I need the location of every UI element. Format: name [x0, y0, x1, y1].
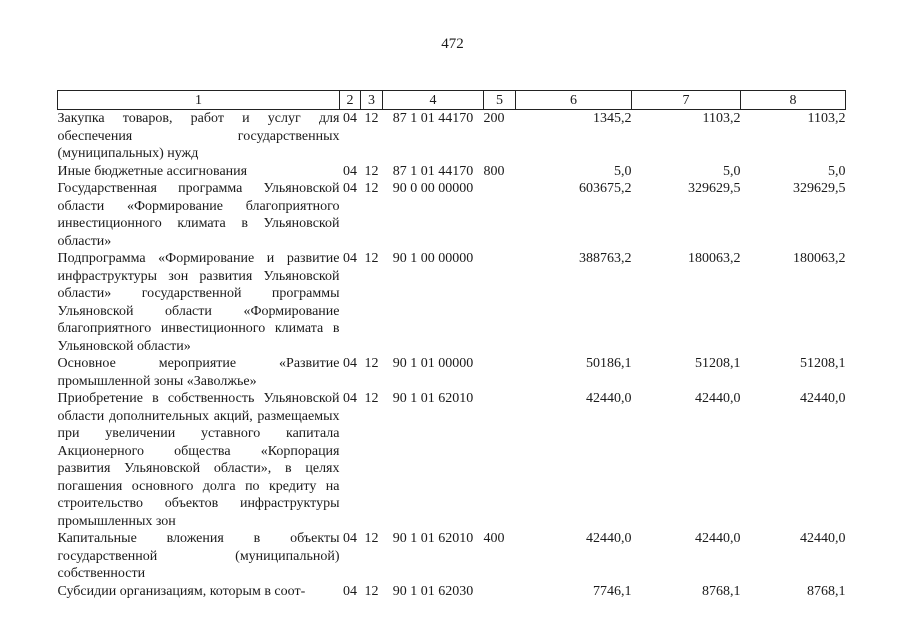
amount-col7-cell: 51208,1	[695, 356, 741, 371]
subsection-code-cell: 12	[364, 356, 379, 371]
table-row	[58, 530, 846, 583]
header-cell: 7	[632, 91, 741, 110]
amount-col7-cell: 329629,5	[688, 181, 741, 196]
target-article-cell: 90 1 01 62030	[392, 583, 474, 599]
amount-col7-cell: 180063,2	[688, 251, 741, 266]
expense-type-cell	[484, 180, 516, 250]
header-cell: 8	[741, 91, 846, 110]
row-name-cell: Закупка товаров, работ и услуг для обеспечения государственных (муниципальных) нужд	[57, 111, 340, 161]
header-cell: 6	[516, 91, 632, 110]
amount-col6-cell: 1345,2	[593, 111, 632, 126]
section-code-cell: 04	[343, 163, 357, 179]
amount-col8-cell: 180063,2	[793, 251, 846, 266]
amount-col8-cell: 5,0	[828, 163, 846, 179]
subsection-code-cell: 12	[364, 111, 379, 126]
subsection-code-cell: 12	[364, 163, 379, 179]
table-row	[58, 250, 846, 355]
target-article-cell: 87 1 01 44170	[392, 163, 474, 179]
subsection-code-cell: 12	[364, 251, 379, 266]
section-code-cell: 04	[343, 111, 357, 126]
amount-col8-cell: 42440,0	[800, 531, 846, 546]
header-cell: 3	[361, 91, 383, 110]
section-code-cell: 04	[343, 251, 357, 266]
amount-col6-cell: 5,0	[614, 163, 632, 179]
amount-col6-cell: 42440,0	[586, 391, 632, 406]
row-name-cell: Подпрограмма «Формирование и развитие инфраструктуры зон развития Ульяновской области» государственной программы Ульяновской области «Формирование благоприятного инвестиционного климата в Ульяновской области»	[57, 251, 340, 354]
amount-col8-cell: 42440,0	[800, 391, 846, 406]
subsection-code-cell: 12	[364, 391, 379, 406]
expense-type-cell	[484, 583, 516, 601]
row-name-cell: Государственная программа Ульяновской области «Формирование благоприятного инвестиционного климата в Ульяновской области»	[57, 181, 340, 249]
target-article-cell: 90 0 00 00000	[392, 181, 474, 196]
amount-col7-cell: 8768,1	[702, 583, 741, 599]
expense-type-cell: 800	[483, 163, 505, 179]
section-code-cell: 04	[343, 391, 357, 406]
amount-col6-cell: 603675,2	[579, 181, 632, 196]
header-row	[58, 91, 846, 110]
table-row	[58, 583, 846, 601]
amount-col6-cell: 50186,1	[586, 356, 632, 371]
target-article-cell: 90 1 01 00000	[392, 356, 474, 371]
page-number: 472	[441, 36, 464, 52]
target-article-cell: 90 1 00 00000	[392, 251, 474, 266]
table-row	[58, 180, 846, 250]
budget-table	[57, 90, 846, 600]
amount-col8-cell: 51208,1	[800, 356, 846, 371]
target-article-cell: 90 1 01 62010	[392, 531, 474, 546]
row-name-cell: Приобретение в собственность Ульяновской области дополнительных акций, размещаемых при увеличении уставного капитала Акционерного общества «Корпорация развития Ульяновской области», в целях погашения основного долга по кредиту на строительство объектов инфраструктуры промышленных зон	[57, 391, 340, 529]
table-row	[58, 355, 846, 390]
target-article-cell: 90 1 01 62010	[392, 391, 474, 406]
table-row	[58, 390, 846, 530]
header-cell: 4	[383, 91, 484, 110]
amount-col8-cell: 1103,2	[807, 111, 846, 126]
row-name-cell: Капитальные вложения в объекты государственной (муниципальной) собственности	[57, 531, 340, 581]
expense-type-cell	[484, 355, 516, 390]
expense-type-cell: 400	[483, 531, 505, 546]
expense-type-cell	[484, 250, 516, 355]
subsection-code-cell: 12	[364, 181, 379, 196]
table-row	[58, 163, 846, 181]
subsection-code-cell: 12	[364, 531, 379, 546]
section-code-cell: 04	[343, 531, 357, 546]
row-name-cell: Основное мероприятие «Развитие промышленной зоны «Заволжье»	[57, 356, 340, 389]
row-name-cell: Иные бюджетные ассигнования	[57, 163, 248, 179]
amount-col6-cell: 388763,2	[579, 251, 632, 266]
section-code-cell: 04	[343, 583, 357, 599]
section-code-cell: 04	[343, 181, 357, 196]
header-cell: 5	[484, 91, 516, 110]
header-cell: 2	[340, 91, 361, 110]
amount-col6-cell: 42440,0	[586, 531, 632, 546]
section-code-cell: 04	[343, 356, 357, 371]
amount-col7-cell: 42440,0	[695, 391, 741, 406]
amount-col7-cell: 5,0	[723, 163, 741, 179]
expense-type-cell	[484, 390, 516, 530]
amount-col8-cell: 329629,5	[793, 181, 846, 196]
target-article-cell: 87 1 01 44170	[392, 111, 474, 126]
amount-col7-cell: 1103,2	[702, 111, 741, 126]
header-cell: 1	[58, 91, 340, 110]
amount-col8-cell: 8768,1	[807, 583, 846, 599]
amount-col6-cell: 7746,1	[593, 583, 632, 599]
table-row	[58, 110, 846, 163]
subsection-code-cell: 12	[364, 583, 379, 599]
expense-type-cell: 200	[483, 111, 505, 126]
amount-col7-cell: 42440,0	[695, 531, 741, 546]
row-name-cell: Субсидии организациям, которым в соот-	[57, 583, 306, 599]
